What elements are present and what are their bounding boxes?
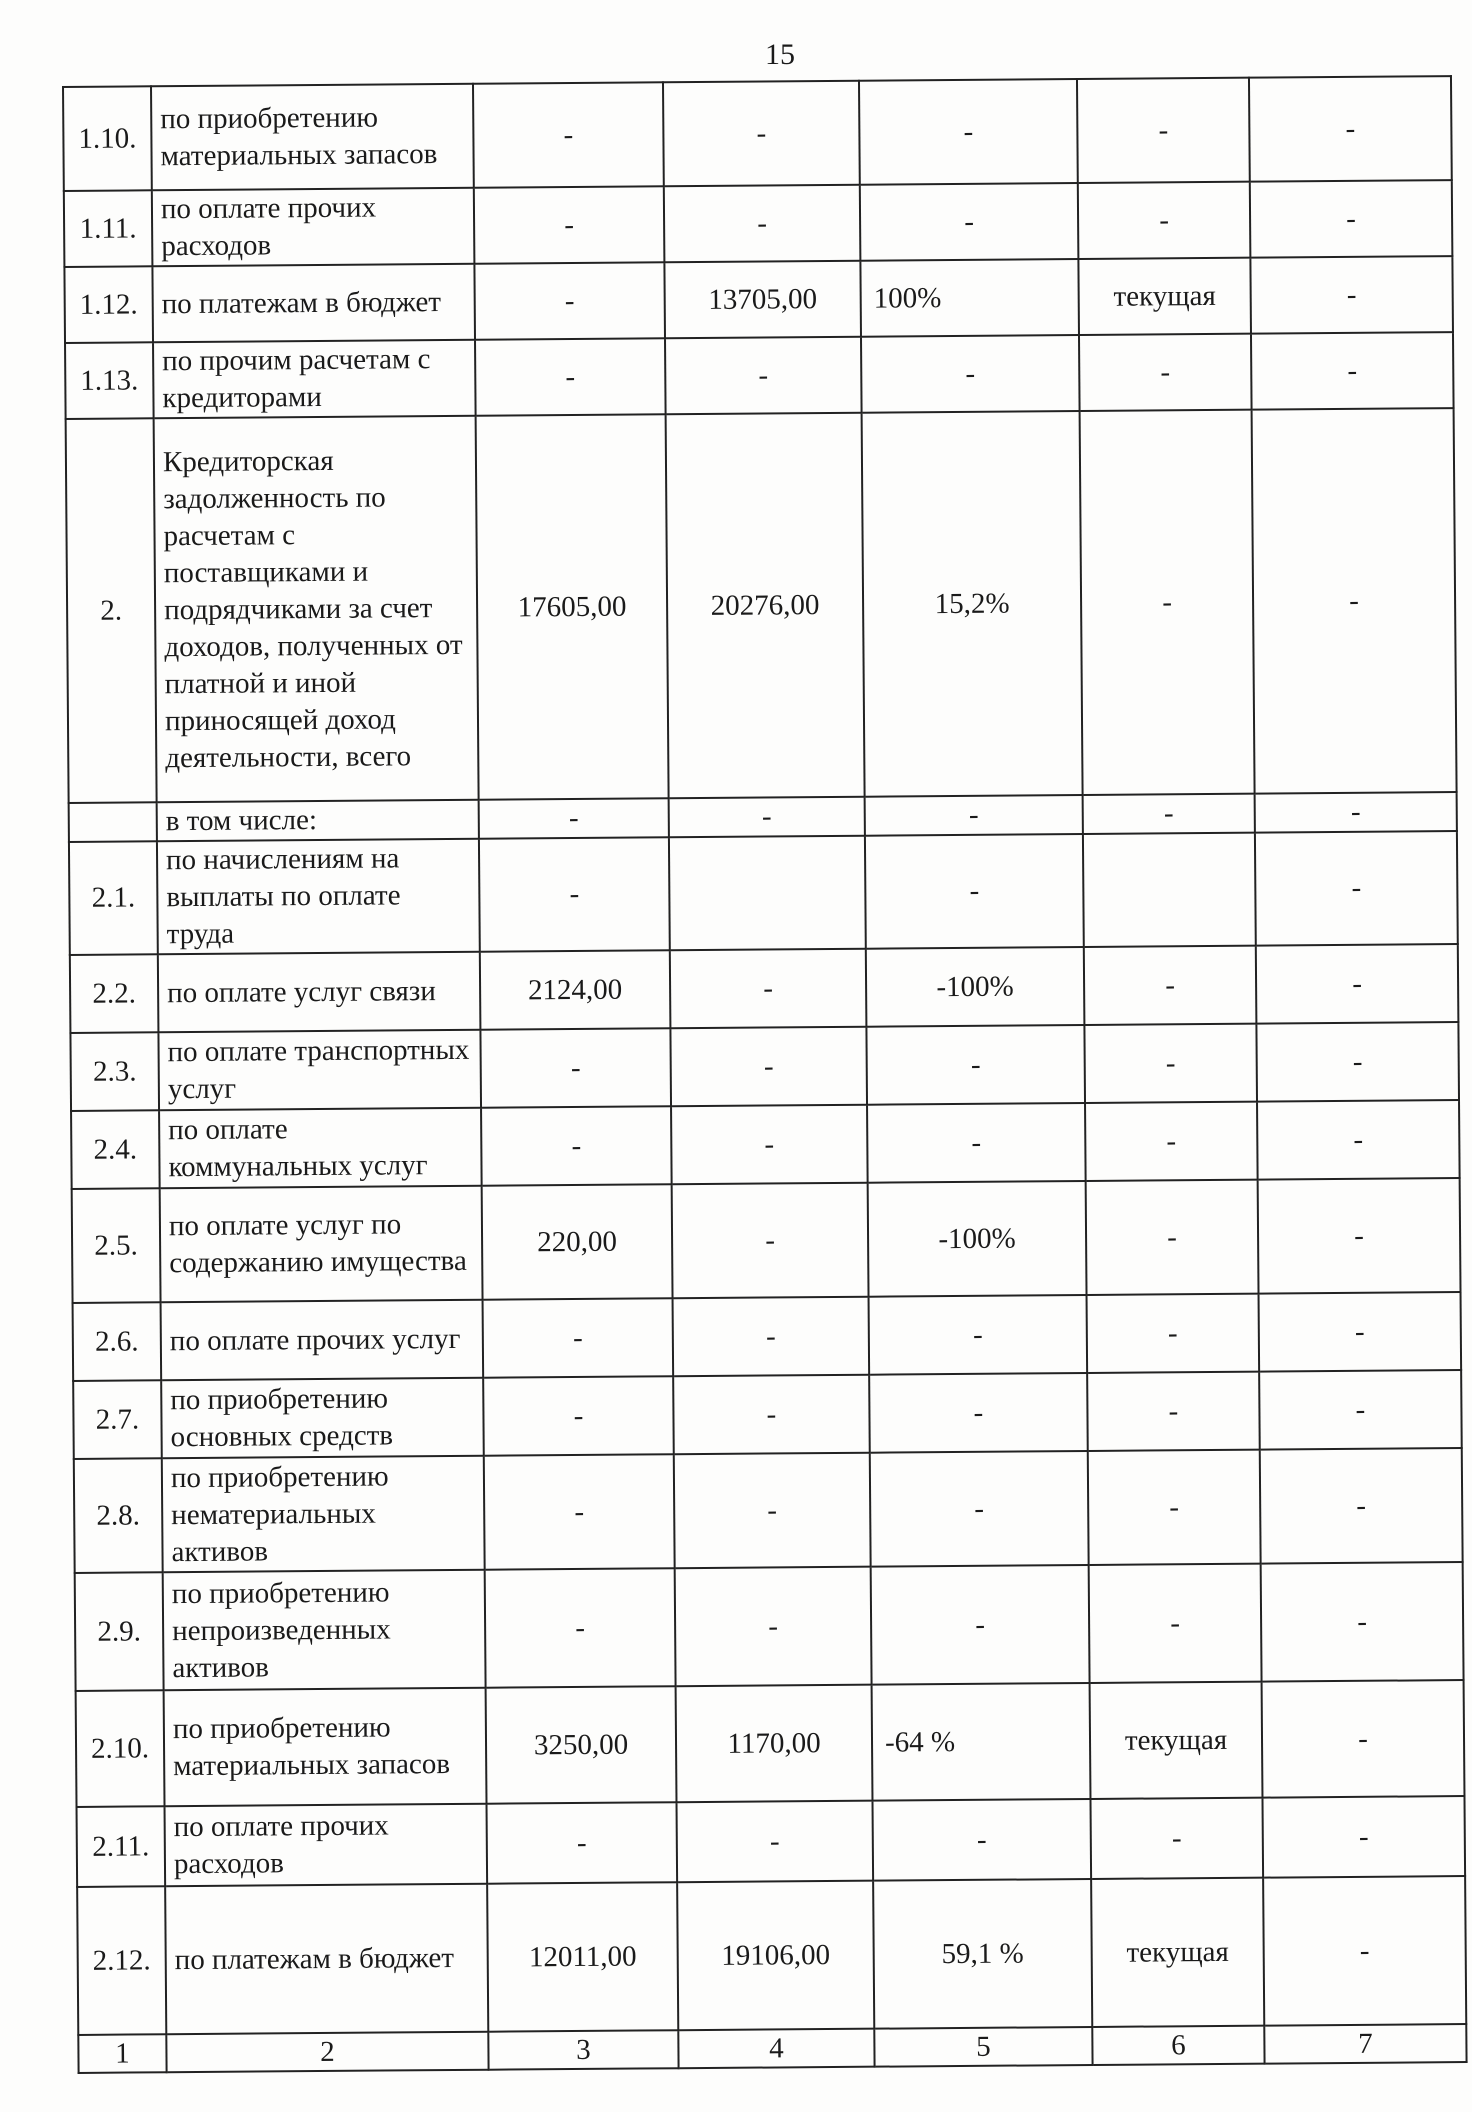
column-number: 2 bbox=[166, 2032, 488, 2073]
table-row bbox=[64, 256, 1453, 343]
row-name: по приобретению материальных запасов bbox=[151, 84, 474, 191]
row-number: 2. bbox=[66, 418, 157, 803]
cell-col4: 19106,00 bbox=[677, 1881, 874, 2031]
cell-col6: текущая bbox=[1091, 1878, 1264, 2027]
cell-col3: - bbox=[475, 338, 666, 415]
cell-col6: - bbox=[1078, 182, 1251, 259]
cell-col7: - bbox=[1260, 1448, 1463, 1564]
row-number: 2.5. bbox=[72, 1188, 161, 1303]
table-row bbox=[73, 1292, 1462, 1381]
cell-col4: - bbox=[675, 1567, 872, 1687]
cell-col3: 2124,00 bbox=[480, 950, 671, 1029]
cell-col5: - bbox=[871, 1565, 1090, 1685]
cell-col3: - bbox=[474, 262, 665, 339]
row-name: по оплате прочих услуг bbox=[161, 1300, 484, 1381]
cell-col3: - bbox=[474, 186, 665, 263]
table-row bbox=[70, 944, 1459, 1033]
cell-col6: - bbox=[1090, 1798, 1263, 1879]
row-name: по оплате услуг по содержанию имущества bbox=[160, 1186, 483, 1303]
cell-col6: - bbox=[1077, 78, 1250, 183]
cell-col7: - bbox=[1259, 1370, 1462, 1450]
table-row bbox=[76, 1680, 1465, 1807]
table-row bbox=[77, 1876, 1466, 2035]
row-name: по приобретению основных средств bbox=[161, 1378, 484, 1459]
cell-col3: - bbox=[480, 1028, 671, 1107]
cell-col5: - bbox=[861, 335, 1080, 413]
cell-col3: - bbox=[483, 1298, 674, 1377]
cell-col6: - bbox=[1087, 1372, 1260, 1451]
row-number: 2.10. bbox=[76, 1690, 165, 1807]
row-number: 2.11. bbox=[77, 1806, 166, 1887]
row-name: в том числе: bbox=[157, 800, 479, 842]
row-name: по приобретению непроизведенных активов bbox=[163, 1570, 486, 1691]
cell-col4: - bbox=[669, 797, 865, 838]
cell-col7: - bbox=[1251, 332, 1454, 410]
cell-col5: -64 % bbox=[872, 1683, 1091, 1801]
cell-col4: 1170,00 bbox=[676, 1685, 873, 1803]
row-number: 2.2. bbox=[70, 954, 159, 1033]
row-name: Кредиторская задолженность по расчетам с поставщиками и подрядчиками за счет доходов, полученных от платной и иной приносящей доход деятельности, всего bbox=[154, 416, 479, 803]
table-row bbox=[66, 408, 1457, 803]
cell-col5: - bbox=[865, 795, 1083, 836]
cell-col4: - bbox=[674, 1453, 871, 1569]
cell-col3: 17605,00 bbox=[476, 414, 669, 799]
cell-col6: - bbox=[1089, 1564, 1262, 1683]
table-row bbox=[69, 831, 1458, 955]
table-row bbox=[74, 1448, 1463, 1573]
cell-col6: - bbox=[1088, 1450, 1261, 1565]
cell-col6: - bbox=[1079, 334, 1252, 411]
row-number: 2.6. bbox=[73, 1302, 162, 1381]
cell-col5: -100% bbox=[866, 947, 1085, 1027]
cell-col4: 20276,00 bbox=[666, 413, 865, 799]
cell-col4 bbox=[669, 836, 866, 951]
cell-col4: - bbox=[663, 81, 860, 187]
table-row bbox=[73, 1370, 1462, 1459]
column-number: 1 bbox=[78, 2034, 166, 2073]
column-number: 3 bbox=[488, 2030, 678, 2069]
cell-col3: 12011,00 bbox=[487, 1882, 678, 2031]
cell-col7: - bbox=[1255, 831, 1458, 946]
cell-col7: - bbox=[1259, 1292, 1462, 1372]
cell-col4: - bbox=[670, 1027, 867, 1107]
row-number: 2.7. bbox=[73, 1380, 162, 1459]
cell-col5: - bbox=[866, 1025, 1085, 1105]
row-number: 2.12. bbox=[77, 1886, 166, 2035]
cell-col7: - bbox=[1256, 1022, 1459, 1102]
row-name: по оплате прочих расходов bbox=[165, 1804, 488, 1887]
cell-col7: - bbox=[1250, 180, 1453, 258]
row-number: 1.13. bbox=[65, 342, 154, 419]
cell-col5: - bbox=[865, 834, 1084, 949]
cell-col6: - bbox=[1085, 1102, 1258, 1181]
cell-col7: - bbox=[1250, 256, 1453, 334]
cell-col4: - bbox=[670, 949, 867, 1029]
row-number: 2.1. bbox=[69, 841, 158, 955]
cell-col7: - bbox=[1252, 408, 1457, 794]
row-number: 1.10. bbox=[63, 86, 152, 191]
row-name: по начислениям на выплаты по оплате труда bbox=[157, 839, 480, 955]
cell-col5: 15,2% bbox=[862, 411, 1083, 797]
row-name: по оплате услуг связи bbox=[158, 952, 481, 1033]
column-number: 7 bbox=[1264, 2024, 1466, 2064]
cell-col7: - bbox=[1256, 944, 1459, 1024]
cell-col5: - bbox=[870, 1451, 1089, 1567]
cell-col5: -100% bbox=[868, 1181, 1087, 1297]
cell-col7: - bbox=[1249, 76, 1452, 182]
table-row bbox=[64, 180, 1453, 267]
row-number: 2.4. bbox=[71, 1110, 160, 1189]
cell-col4: - bbox=[676, 1801, 873, 1883]
table-row bbox=[71, 1100, 1460, 1189]
cell-col3: - bbox=[487, 1802, 678, 1883]
row-number: 1.11. bbox=[64, 190, 153, 267]
cell-col5: - bbox=[872, 1799, 1091, 1881]
row-name: по оплате коммунальных услуг bbox=[159, 1108, 482, 1189]
row-number bbox=[69, 802, 157, 842]
cell-col5: - bbox=[860, 183, 1079, 261]
cell-col3: - bbox=[473, 82, 664, 187]
report-table bbox=[62, 75, 1468, 2074]
cell-col6: - bbox=[1087, 1294, 1260, 1373]
cell-col6: - bbox=[1086, 1180, 1259, 1295]
cell-col4: - bbox=[672, 1183, 869, 1299]
cell-col3: - bbox=[485, 1568, 676, 1687]
cell-col4: - bbox=[671, 1105, 868, 1185]
row-number: 1.12. bbox=[64, 266, 153, 343]
row-name: по платежам в бюджет bbox=[152, 264, 475, 343]
cell-col6 bbox=[1083, 833, 1256, 947]
table-row bbox=[75, 1562, 1464, 1691]
cell-col5: - bbox=[867, 1103, 1086, 1183]
cell-col6: - bbox=[1080, 410, 1255, 795]
cell-col7: - bbox=[1258, 1178, 1461, 1294]
cell-col7: - bbox=[1263, 1876, 1466, 2026]
cell-col5: - bbox=[869, 1373, 1088, 1453]
row-name: по оплате транспортных услуг bbox=[158, 1030, 481, 1111]
cell-col6: текущая bbox=[1090, 1682, 1263, 1799]
table-row bbox=[63, 76, 1452, 191]
cell-col7: - bbox=[1262, 1796, 1465, 1878]
row-name: по прочим расчетам с кредиторами bbox=[153, 340, 476, 419]
column-number: 4 bbox=[678, 2029, 874, 2069]
cell-col6: - bbox=[1084, 1024, 1257, 1103]
column-number: 6 bbox=[1092, 2026, 1264, 2065]
page-number: 15 bbox=[765, 38, 795, 71]
table-row bbox=[72, 1178, 1461, 1303]
cell-col7: - bbox=[1261, 1562, 1464, 1682]
table-row bbox=[65, 332, 1454, 419]
row-number: 2.3. bbox=[70, 1032, 159, 1111]
row-number: 2.8. bbox=[74, 1458, 163, 1573]
cell-col3: - bbox=[484, 1454, 675, 1569]
row-name: по платежам в бюджет bbox=[165, 1884, 488, 2035]
cell-col4: 13705,00 bbox=[664, 261, 861, 339]
cell-col5: 100% bbox=[860, 259, 1079, 337]
table-row bbox=[70, 1022, 1459, 1111]
cell-col5: - bbox=[869, 1295, 1088, 1375]
cell-col3: - bbox=[479, 798, 669, 838]
cell-col3: 220,00 bbox=[482, 1184, 673, 1299]
cell-col3: - bbox=[479, 837, 670, 951]
cell-col7: - bbox=[1262, 1680, 1465, 1798]
row-name: по приобретению нематериальных активов bbox=[162, 1456, 485, 1573]
cell-col4: - bbox=[665, 337, 862, 415]
cell-col4: - bbox=[664, 185, 861, 263]
cell-col7: - bbox=[1255, 792, 1457, 833]
row-name: по приобретению материальных запасов bbox=[164, 1688, 487, 1807]
cell-col3: - bbox=[483, 1376, 674, 1455]
cell-col3: - bbox=[481, 1106, 672, 1185]
table-row bbox=[77, 1796, 1466, 1887]
cell-col5: - bbox=[859, 79, 1078, 185]
cell-col6: - bbox=[1083, 794, 1255, 834]
cell-col5: 59,1 % bbox=[873, 1879, 1092, 2029]
cell-col6: текущая bbox=[1078, 258, 1251, 335]
column-number: 5 bbox=[874, 2027, 1092, 2067]
cell-col6: - bbox=[1084, 946, 1257, 1025]
cell-col7: - bbox=[1257, 1100, 1460, 1180]
cell-col4: - bbox=[673, 1297, 870, 1377]
row-number: 2.9. bbox=[75, 1572, 164, 1691]
cell-col3: 3250,00 bbox=[486, 1686, 677, 1803]
cell-col4: - bbox=[673, 1375, 870, 1455]
row-name: по оплате прочих расходов bbox=[152, 188, 475, 267]
